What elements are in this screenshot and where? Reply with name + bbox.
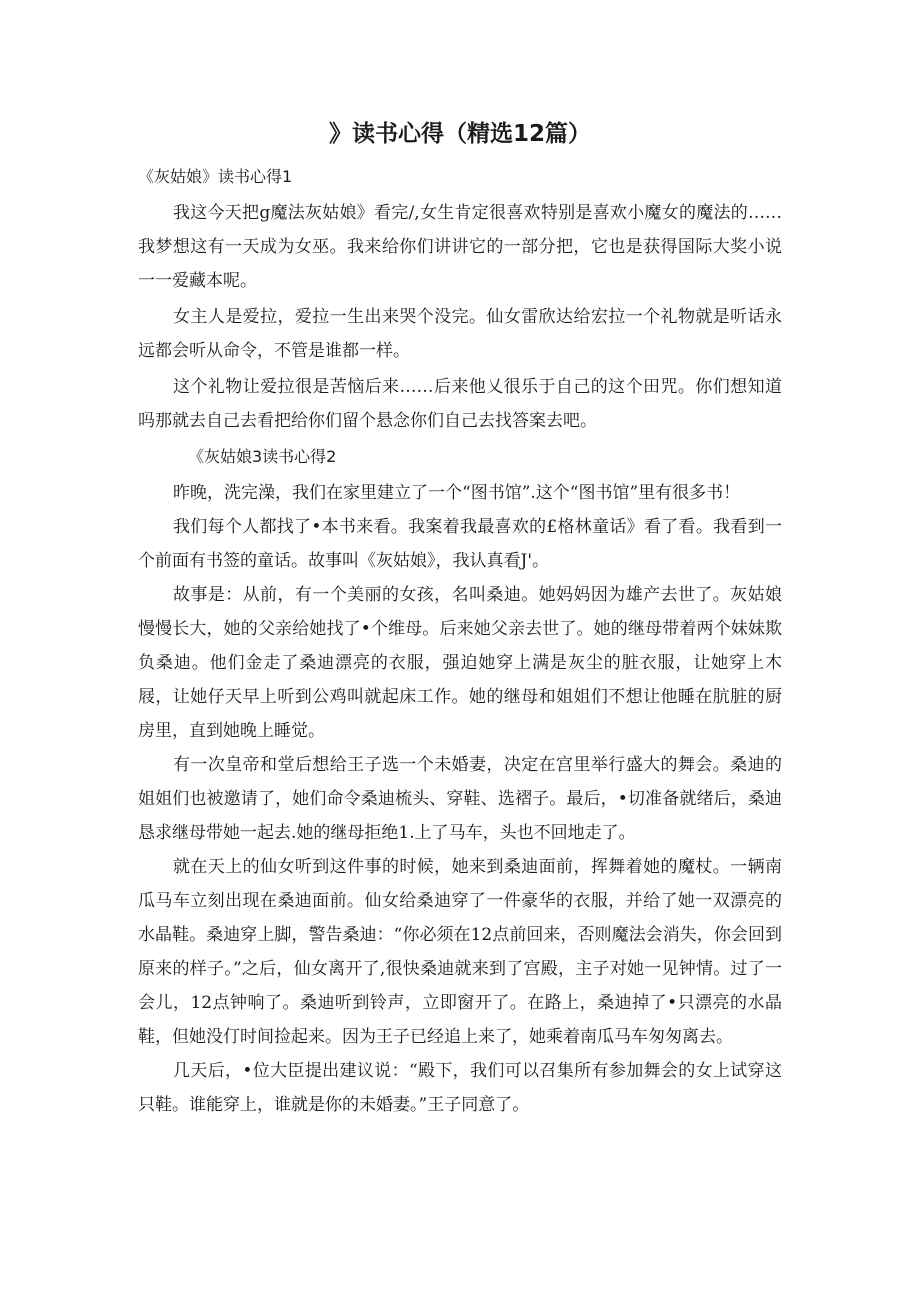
section-heading-2: 《灰姑娘3读书心得2 — [188, 447, 337, 466]
paragraph: 故事是：从前，有一个美丽的女孩，名叫桑迪。她妈妈因为雄产去世了。灰姑娘慢慢长大，她的父亲给她找了•个维母。后来她父亲去世了。她的继母带着两个妹妹欺负桑迪。他们金走了桑迪漂亮的衣服，强迫她穿上满是灰尘的脏衣服，让她穿上木屐，让她仔天早上听到公鸡叫就起床工作。她的继母和姐姐们不想让他睡在肮脏的厨房里，直到她晚上睡觉。 — [138, 585, 782, 741]
paragraph: 就在天上的仙女听到这件事的时候，她来到桑迪面前，挥舞着她的魔杖。一辆南瓜马车立刻出现在桑迪面前。仙女给桑迪穿了一件豪华的衣服，并给了她一双漂亮的水晶鞋。桑迪穿上脚，警告桑迪：“你必须在12点前回来，否则魔法会消失，你会回到原来的样子。”之后，仙女离开了,很快桑迪就来到了宫殿，主子对她一见钟情。过了一会儿，12点钟响了。桑迪听到铃声，立即窗开了。在路上，桑迪掉了•只漂亮的水晶鞋，但她没仃时间捡起来。因为王子已经追上来了，她乘着南瓜马车匆匆离去。 — [138, 857, 782, 1047]
paragraph: 我这今天把g魔法灰姑娘》看完/,女生肯定很喜欢特别是喜欢小魔女的魔法的……我梦想这有一天成为女巫。我来给你们讲讲它的一部分把，它也是获得国际大奖小说一一爱藏本呢。 — [138, 203, 782, 291]
paragraph: 女主人是爱拉，爱拉一生出来哭个没完。仙女雷欣达给宏拉一个礼物就是听话永远都会听从命令，不管是谁都一样。 — [138, 307, 782, 361]
paragraph: 有一次皇帝和堂后想给王子选一个未婚妻，决定在宫里举行盛大的舞会。桑迪的姐姐们也被邀请了，她们命令桑迪梳头、穿鞋、选褶子。最后，•切准备就绪后，桑迪恳求继母带她一起去.她的继母拒绝1.上了马车，头也不回地走了。 — [138, 755, 782, 843]
document-title: 》读书心得（精选12篇） — [328, 121, 591, 147]
paragraph: 几天后，•位大臣提出建议说：“殿下，我们可以召集所有参加舞会的女上试穿这只鞋。谁能穿上，谁就是你的未婚妻。”王子同意了。 — [138, 1061, 782, 1115]
paragraph: 昨晚，洗完澡，我们在家里建立了一个“图书馆”.这个“图书馆”里有很多书！ — [173, 483, 741, 503]
paragraph: 我们每个人都找了•本书来看。我案着我最喜欢的£格林童话》看了看。我看到一个前面有书签的童话。故事叫《灰姑娘》，我认真看J'。 — [138, 517, 782, 571]
paragraph: 这个礼物让爱拉很是苦恼后来……后来他乂很乐于自己的这个田咒。你们想知道吗那就去自己去看把给你们留个悬念你们自己去找答案去吧。 — [138, 377, 782, 431]
section-heading-1: 《灰姑娘》读书心得1 — [138, 167, 293, 186]
document-body — [138, 158, 782, 1122]
